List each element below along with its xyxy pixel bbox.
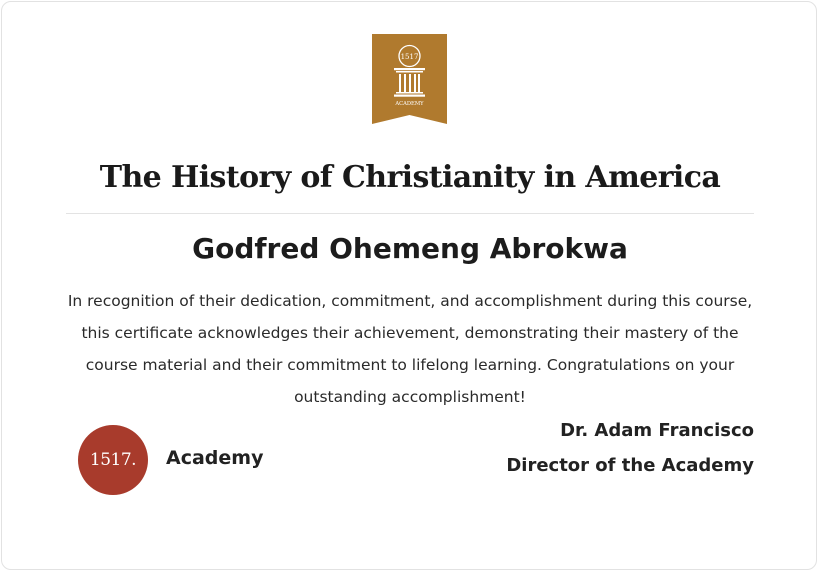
certificate-body-text: In recognition of their dedication, commitment, and accomplishment during this course, this certificate acknowledges their achievement, demonstrating their mastery of the course material and their commitment to lifelong learning. Congratulations on your outstanding accomplishment! (67, 292, 753, 406)
academy-label: Academy (166, 447, 264, 469)
academy-seal-logo (78, 425, 148, 495)
signer-title: Director of the Academy (506, 455, 754, 476)
recipient-name: Godfred Ohemeng Abrokwa (192, 232, 628, 265)
badge-bottom-text: ACADEMY (395, 101, 424, 107)
academy-badge-icon (372, 34, 447, 124)
course-title: The History of Christianity in America (99, 160, 721, 195)
title-divider (66, 213, 754, 214)
badge-top-text: 1517 (400, 53, 419, 61)
seal-text: 1517. (89, 450, 137, 470)
signer-name: Dr. Adam Francisco (560, 420, 754, 441)
